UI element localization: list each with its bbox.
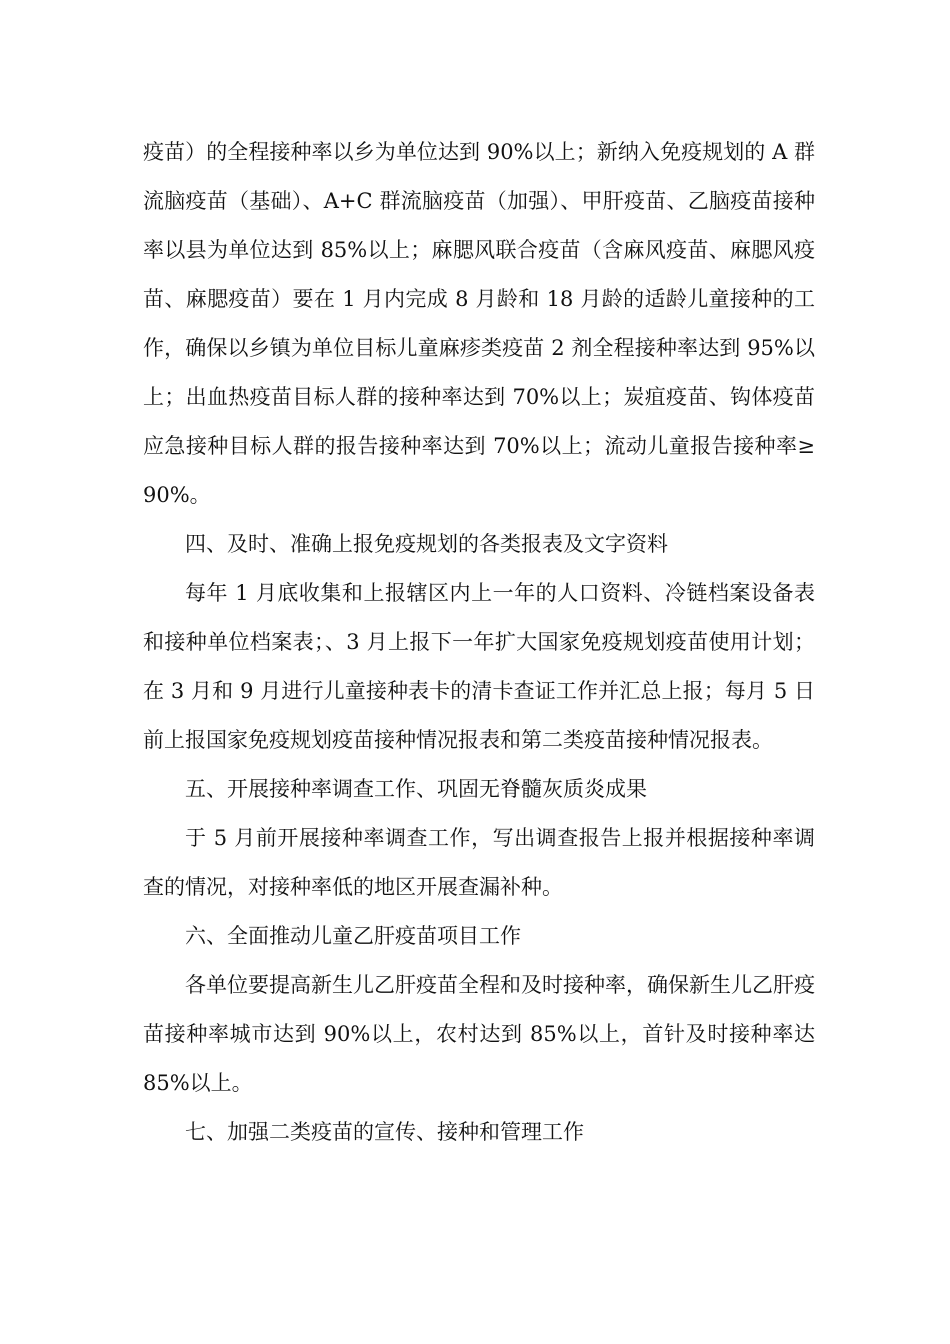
section-heading-5: 五、开展接种率调查工作、巩固无脊髓灰质炎成果 — [185, 777, 647, 801]
paragraph-coverage-survey: 于 5 月前开展接种率调查工作，写出调查报告上报并根据接种率调查的情况，对接种率低的地区开展查漏补种。 — [143, 826, 815, 899]
paragraph-coverage-targets: 疫苗）的全程接种率以乡为单位达到 90%以上；新纳入免疫规划的 A 群流脑疫苗（基础）、A+C 群流脑疫苗（加强）、甲肝疫苗、乙脑疫苗接种率以县为单位达到 85%以上；麻腮风联合疫苗（含麻风疫苗、麻腮风疫苗、麻腮疫苗）要在 1 月内完成 8 月龄和 18 月龄的适龄儿童接种的工作，确保以乡镇为单位目标儿童麻疹类疫苗 2 剂全程接种率达到 95%以上；出血热疫苗目标人群的接种率达到 70%以上；炭疽疫苗、钩体疫苗应急接种目标人群的报告接种率达到 70%以上；流动儿童报告接种率≥90%。 — [143, 140, 815, 507]
document-body — [143, 128, 815, 1157]
paragraph-hepb-project: 各单位要提高新生儿乙肝疫苗全程和及时接种率，确保新生儿乙肝疫苗接种率城市达到 90%以上，农村达到 85%以上，首针及时接种率达 85%以上。 — [143, 973, 815, 1095]
section-heading-7: 七、加强二类疫苗的宣传、接种和管理工作 — [185, 1120, 584, 1144]
paragraph-reporting: 每年 1 月底收集和上报辖区内上一年的人口资料、冷链档案设备表和接种单位档案表；、3 月上报下一年扩大国家免疫规划疫苗使用计划；在 3 月和 9 月进行儿童接种表卡的清卡查证工作并汇总上报；每月 5 日前上报国家免疫规划疫苗接种情况报表和第二类疫苗接种情况报表。 — [143, 581, 815, 752]
section-heading-4: 四、及时、准确上报免疫规划的各类报表及文字资料 — [185, 532, 668, 556]
section-heading-6: 六、全面推动儿童乙肝疫苗项目工作 — [185, 924, 521, 948]
